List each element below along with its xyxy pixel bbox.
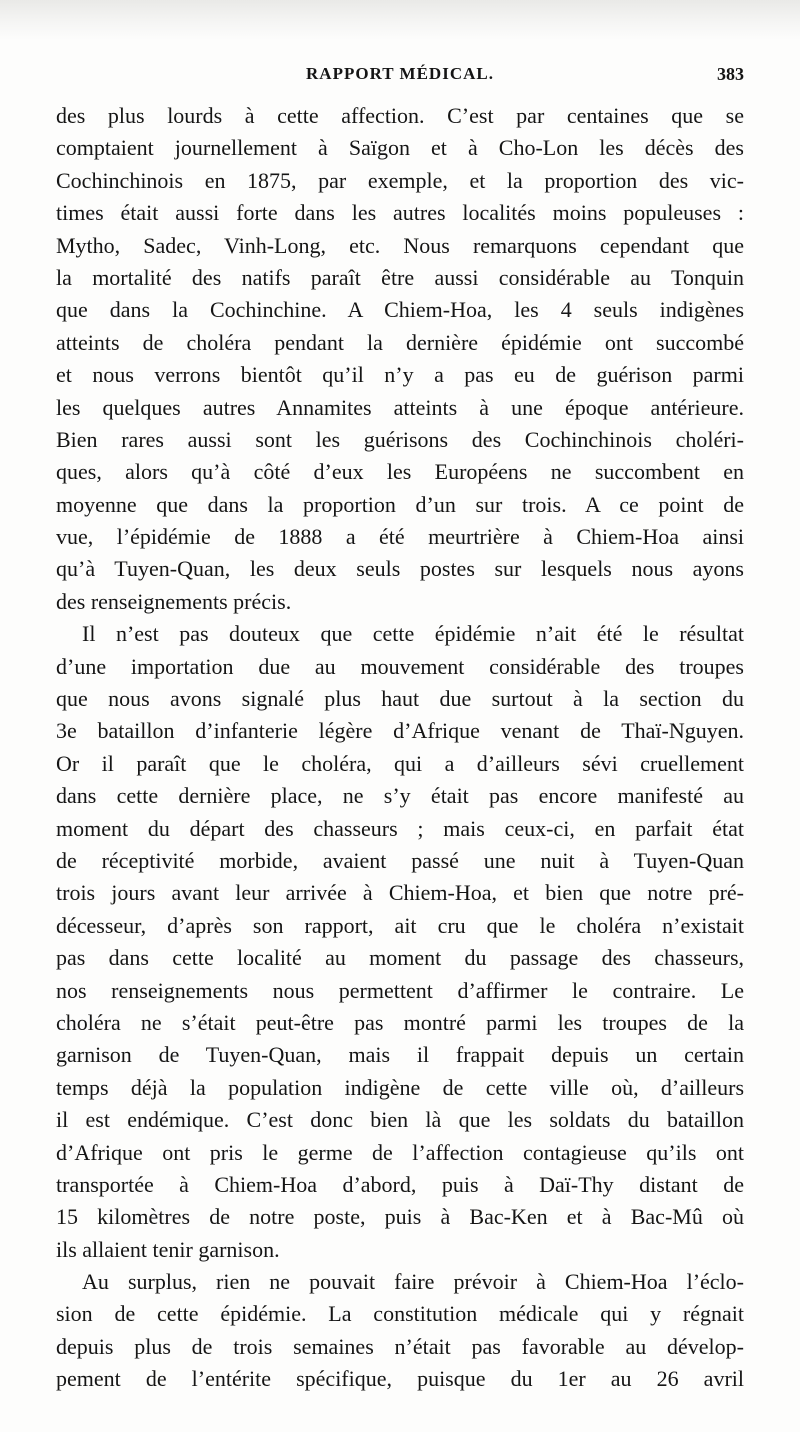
text-line: des renseignements précis. — [56, 588, 292, 614]
text-line: trois jours avant leur arrivée à Chiem-Hoa, et bien que notre pré- — [56, 880, 744, 906]
text-line: choléra ne s’était peut-être pas montré parmi les troupes de la — [56, 1009, 744, 1035]
text-line: sion de cette épidémie. La constitution médicale qui y régnait — [56, 1301, 744, 1327]
text-line: Bien rares aussi sont les guérisons des Cochinchinois choléri- — [56, 426, 744, 452]
text-line: que nous avons signalé plus haut due surtout à la section du — [56, 686, 744, 712]
text-line: pas dans cette localité au moment du passage des chasseurs, — [56, 945, 744, 971]
text-line: Or il paraît que le choléra, qui a d’ailleurs sévi cruellement — [56, 750, 744, 776]
text-line: Mytho, Sadec, Vinh-Long, etc. Nous remarquons cependant que — [56, 232, 744, 258]
text-line: d’une importation due au mouvement considérable des troupes — [56, 653, 744, 679]
text-line: times était aussi forte dans les autres localités moins populeuses : — [56, 200, 744, 226]
text-line: comptaient journellement à Saïgon et à Cho-Lon les décès des — [56, 135, 744, 161]
page-number: 383 — [717, 64, 744, 84]
running-head: RAPPORT MÉDICAL. — [306, 64, 494, 83]
text-line: temps déjà la population indigène de cette ville où, d’ailleurs — [56, 1074, 744, 1100]
text-line: que dans la Cochinchine. A Chiem-Hoa, les 4 seuls indigènes — [56, 297, 744, 323]
text-line: de réceptivité morbide, avaient passé une nuit à Tuyen-Quan — [56, 847, 744, 873]
text-line: ques, alors qu’à côté d’eux les Européens ne succombent en — [56, 459, 744, 485]
text-line: pement de l’entérite spécifique, puisque du 1er au 26 avril — [56, 1366, 744, 1392]
text-line: vue, l’épidémie de 1888 a été meurtrière à Chiem-Hoa ainsi — [56, 524, 744, 550]
text-line: qu’à Tuyen-Quan, les deux seuls postes sur lesquels nous ayons — [56, 556, 744, 582]
text-line: Il n’est pas douteux que cette épidémie n’ait été le résultat — [82, 621, 744, 647]
text-line: moyenne que dans la proportion d’un sur trois. A ce point de — [56, 491, 744, 517]
text-line: il est endémique. C’est donc bien là que les soldats du bataillon — [56, 1107, 744, 1133]
text-line: dans cette dernière place, ne s’y était pas encore manifesté au — [56, 783, 744, 809]
text-line: ils allaient tenir garnison. — [56, 1236, 280, 1262]
text-line: garnison de Tuyen-Quan, mais il frappait depuis un certain — [56, 1042, 744, 1068]
text-line: Au surplus, rien ne pouvait faire prévoir à Chiem-Hoa l’éclo- — [82, 1269, 744, 1295]
text-line: atteints de choléra pendant la dernière épidémie ont succombé — [56, 329, 744, 355]
scan-edge-shading — [0, 0, 800, 40]
text-line: nos renseignements nous permettent d’affirmer le contraire. Le — [56, 977, 744, 1003]
text-line: 15 kilomètres de notre poste, puis à Bac-Ken et à Bac-Mû où — [56, 1204, 744, 1230]
text-line: la mortalité des natifs paraît être aussi considérable au Tonquin — [56, 264, 744, 290]
text-line: depuis plus de trois semaines n’était pas favorable au dévelop- — [56, 1333, 744, 1359]
text-line: les quelques autres Annamites atteints à une époque antérieure. — [56, 394, 744, 420]
text-line: moment du départ des chasseurs ; mais ceux-ci, en parfait état — [56, 815, 744, 841]
text-line: et nous verrons bientôt qu’il n’y a pas eu de guérison parmi — [56, 362, 744, 388]
body-text — [56, 100, 744, 1396]
text-line: d’Afrique ont pris le germe de l’affection contagieuse qu’ils ont — [56, 1139, 744, 1165]
text-line: 3e bataillon d’infanterie légère d’Afrique venant de Thaï-Nguyen. — [56, 718, 744, 744]
text-line: des plus lourds à cette affection. C’est par centaines que se — [56, 103, 744, 128]
page-header — [56, 64, 744, 88]
text-line: décesseur, d’après son rapport, ait cru que le choléra n’existait — [56, 912, 744, 938]
text-line: transportée à Chiem-Hoa d’abord, puis à Daï-Thy distant de — [56, 1171, 744, 1197]
text-line: Cochinchinois en 1875, par exemple, et la proportion des vic- — [56, 167, 744, 193]
